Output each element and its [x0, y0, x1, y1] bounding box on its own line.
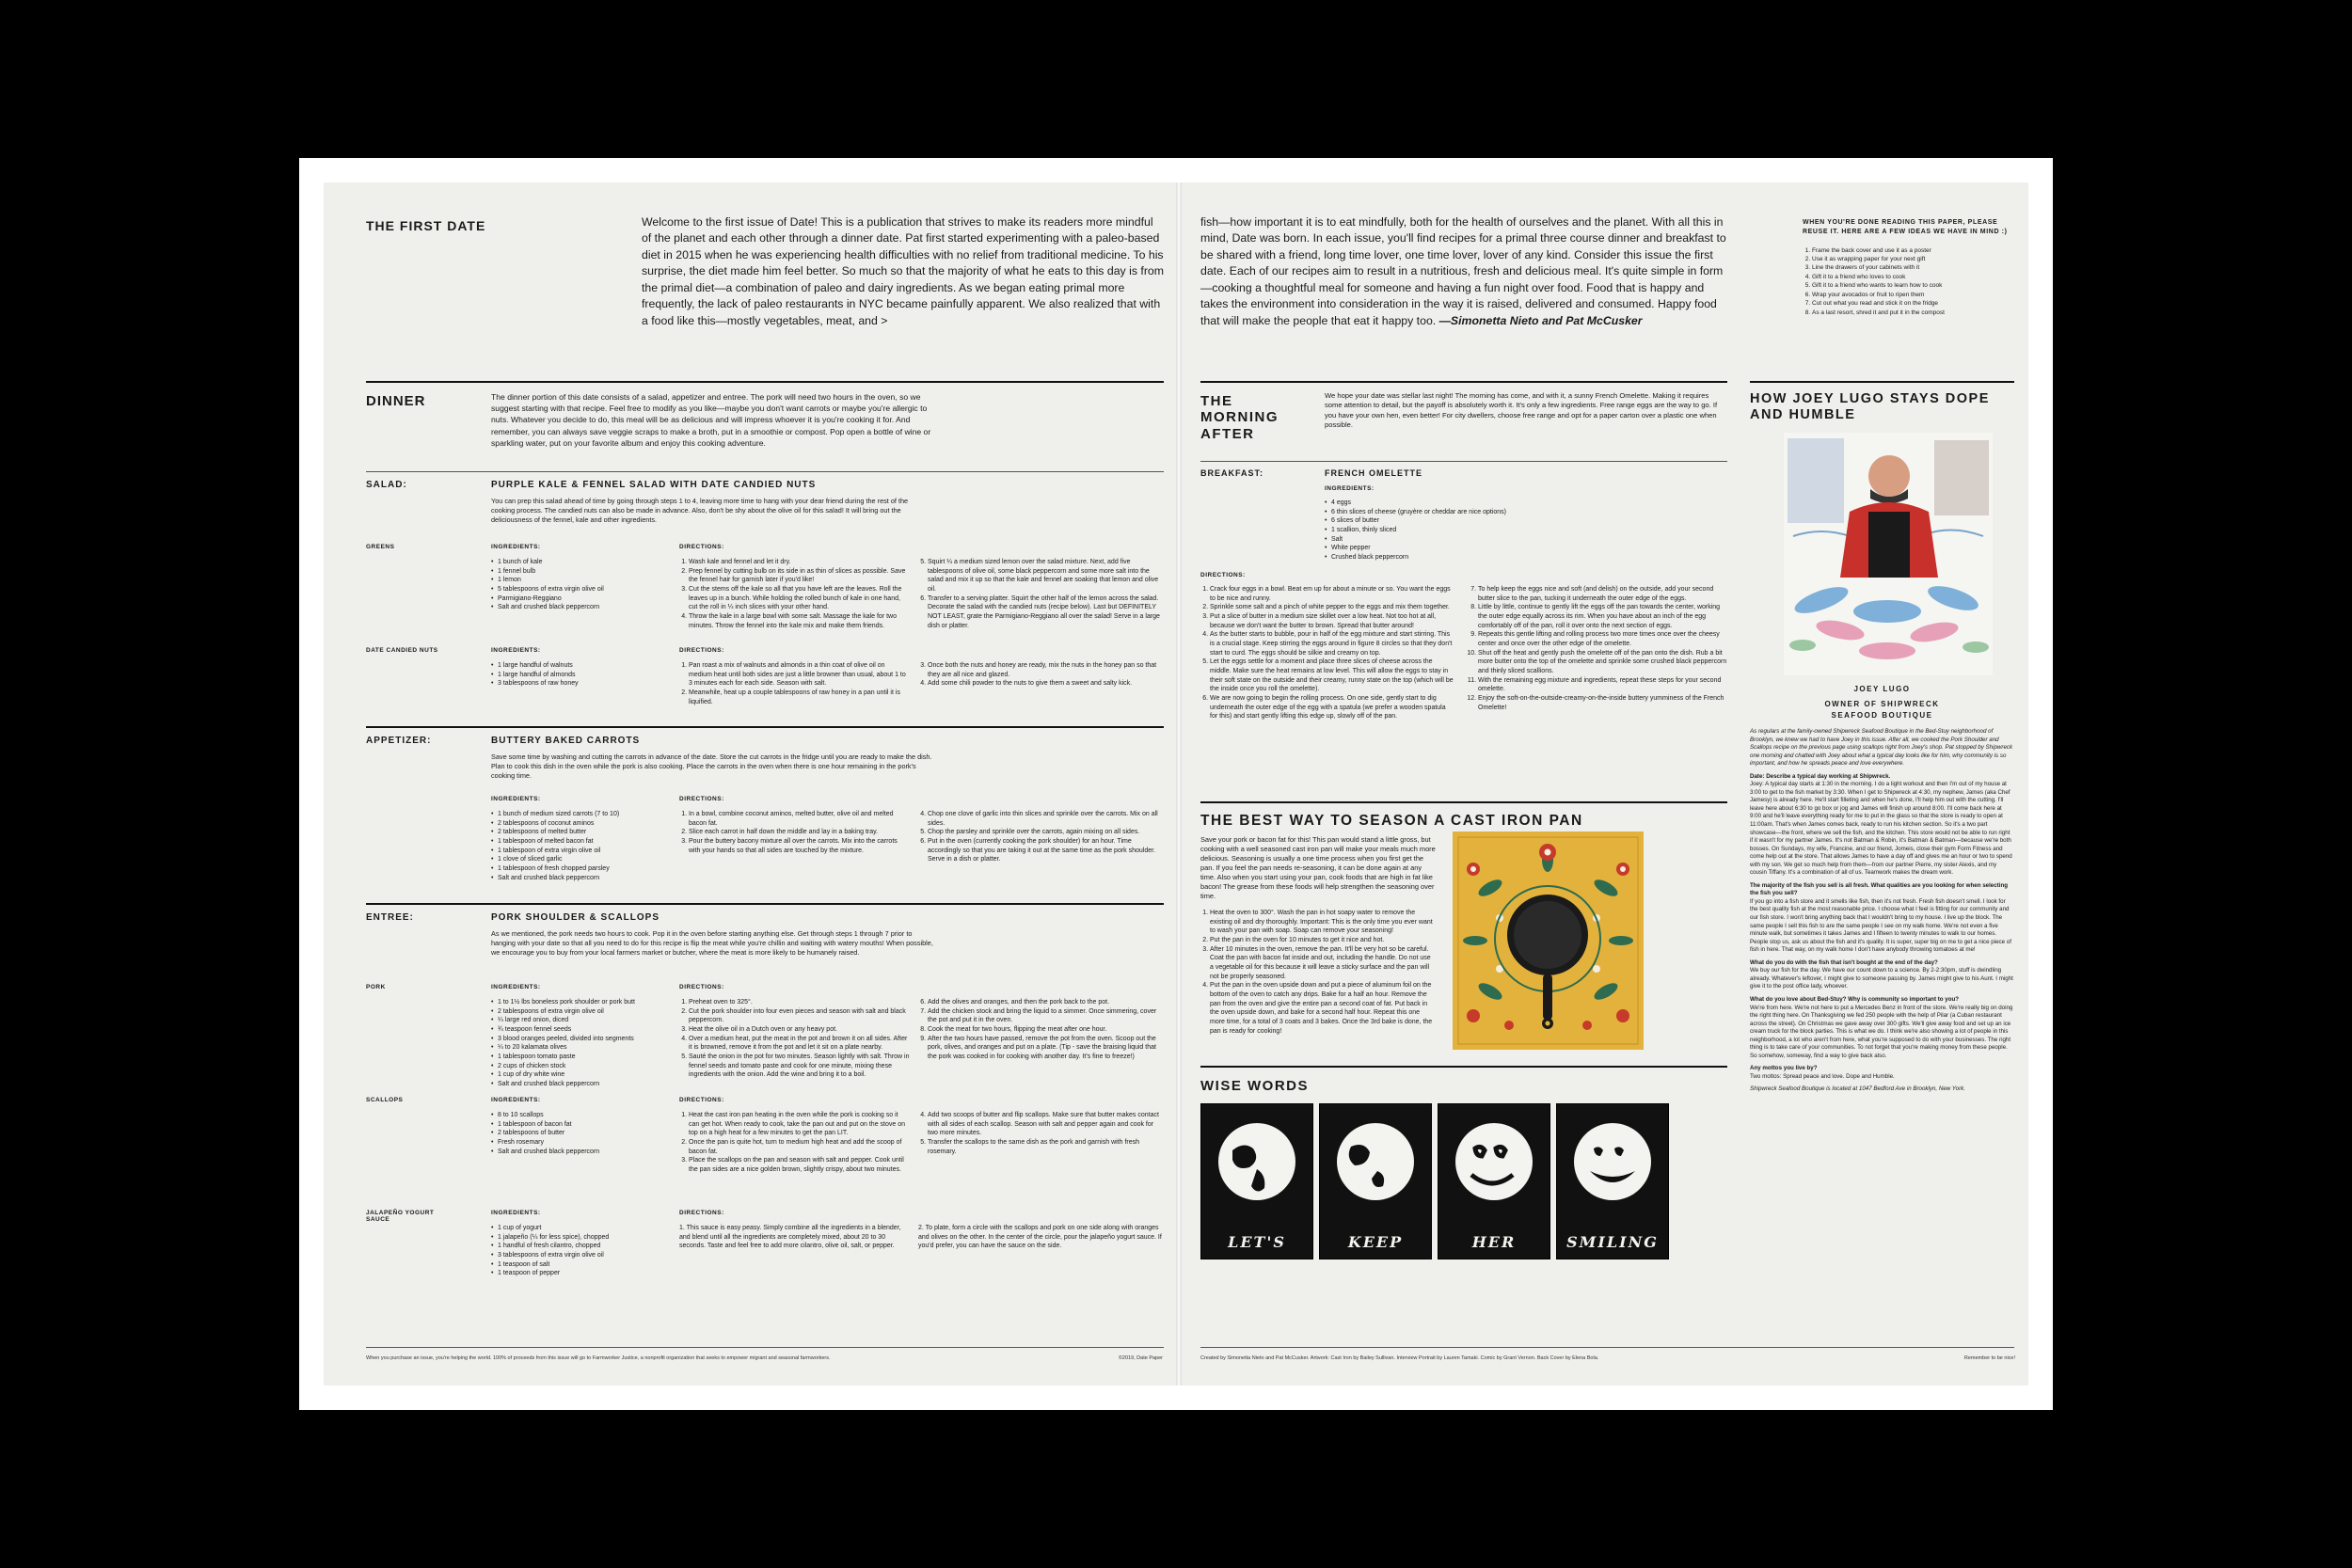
divider — [366, 726, 1164, 728]
direction-step: 3. Put a slice of butter in a medium size skillet over a low heat. Not too hot at all, because we don't want the butter to brown. Spread that butter around! — [1210, 612, 1454, 630]
ingredient-item: • 1 bunch of medium sized carrots (7 to 10) — [491, 810, 675, 819]
scallops-label: SCALLOPS — [366, 1097, 404, 1103]
ingredient-item: • 2 cups of chicken stock — [491, 1062, 675, 1071]
ingredient-item: • 1 handful of fresh cilantro, chopped — [491, 1242, 675, 1251]
direction-step: 5. Transfer the scallops to the same dish as the pork and garnish with fresh rosemary. — [928, 1138, 1163, 1156]
credits: Created by Simonetta Nieto and Pat McCusker. Artwork: Cast Iron by Bailey Sullivan. Interview Portrait by Lauren Tamaki. Comic by Grant Vernon. Back Cover by Elena Bola. — [1200, 1355, 1599, 1361]
comic-word: LET'S — [1228, 1233, 1286, 1251]
ingredients-label: INGREDIENTS: — [491, 647, 541, 654]
divider — [1750, 381, 2014, 383]
interview-question: Date: Describe a typical day working at Shipwreck. — [1750, 772, 1891, 780]
ingredient-item: • 3 tablespoons of extra virgin olive oil — [491, 1251, 675, 1260]
cast-iron-step: 4. Put the pan in the oven upside down and put a piece of aluminum foil on the bottom of the oven to catch any drips. Bake for a half an hour. Remove the pan from the oven and give the entire pan a second coat of fat. Put back in the oven upside down, and bake for a second half hour. Repeat this one more time, for a total of 3 coats and 3 bakes. Once the 3rd bake is done, the pan is ready for cooking! — [1210, 981, 1436, 1036]
ingredient-item: • 1 tablespoon tomato paste — [491, 1053, 675, 1062]
reuse-ideas-list — [1803, 246, 2014, 317]
direction-step: 4. Chop one clove of garlic into thin slices and sprinkle over the carrots. Mix on all sides. — [928, 810, 1163, 828]
direction-step: 5. Chop the parsley and sprinkle over the carrots, again mixing on all sides. — [928, 828, 1163, 837]
reuse-idea: 8. As a last resort, shred it and put it in the compost — [1812, 309, 2014, 317]
pork-ingredients — [491, 998, 675, 1089]
divider — [1200, 1066, 1727, 1068]
direction-step: 2. Prep fennel by cutting bulb on its side in as thin of slices as possible. Save the fennel hair for garnish later if you'd like! — [689, 567, 910, 585]
direction-step: 6. Put in the oven (currently cooking the pork shoulder) for an hour. Time accordingly so that you are taking it out at the same time as the pork shoulder. Serve in a dish or platter. — [928, 837, 1163, 864]
divider — [1200, 461, 1727, 462]
reuse-idea: 3. Line the drawers of your cabinets with it — [1812, 263, 2014, 272]
divider — [366, 471, 1164, 472]
cast-iron-step: 2. Put the pan in the oven for 10 minutes to get it nice and hot. — [1210, 936, 1436, 945]
directions-label: DIRECTIONS: — [679, 1097, 724, 1103]
left-page — [324, 182, 1176, 1386]
direction-step: 3. Place the scallops on the pan and season with salt and pepper. Cook until the pan sides are a nice golden brown, slightly crispy, about two minutes. — [689, 1156, 910, 1174]
ingredient-item: • 1 tablespoon of fresh chopped parsley — [491, 864, 675, 874]
direction-step: 1. Wash kale and fennel and let it dry. — [689, 558, 910, 567]
direction-step: 6. We are now going to begin the rolling process. On one side, gently start to dig underneath the outer edge of the egg with a spatula (we prefer a wooden spatula for this) and start gently lifting this edge up, slowly off of the pan. — [1210, 694, 1454, 721]
ingredient-item: • ¾ teaspoon fennel seeds — [491, 1025, 675, 1035]
ingredient-item: • 3 tablespoons of raw honey — [491, 679, 670, 689]
ingredient-item: • 2 tablespoons of coconut aminos — [491, 819, 675, 829]
comic-word: HER — [1471, 1233, 1517, 1251]
ingredient-item: • Crushed black peppercorn — [1325, 553, 1569, 562]
ingredient-item: • 1 lemon — [491, 576, 670, 585]
footer-left-text: When you purchase an issue, you're helping the world. 100% of proceeds from this issue will go to Farmworker Justice, a nonprofit organization that seeks to empower migrant and seasonal farmworkers. — [366, 1355, 831, 1361]
entree-title: PORK SHOULDER & SCALLOPS — [491, 912, 660, 923]
cast-iron-steps — [1200, 909, 1436, 1036]
ingredient-item: • ¼ to 20 kalamata olives — [491, 1043, 675, 1053]
reuse-idea: 5. Gift it to a friend who wants to learn how to cook — [1812, 281, 2014, 290]
ingredient-item: • 5 tablespoons of extra virgin olive oil — [491, 585, 670, 594]
divider — [1200, 801, 1727, 803]
interview-answer: If you go into a fish store and it smells like fish, then it's not fresh. Fresh fish doesn't smell. I look for the best quality fish at the most reasonable price. I choose what I feel is fitting for our community and our fish store. I won't bring anything back that I wouldn't bring to my house. I live up the block. The same people I sell this fish to are the same people I see on my walk home. We're not even a five minute walk, but sometimes it takes James and I fifteen to twenty minutes to walk to our homes. People stop us, ask us about the fish and it's quality. It is super, super big on me to get a nice piece of fish in here. That way, on my walk home I don't have anybody throwing tomatoes at me! — [1750, 897, 2011, 954]
direction-step: 10. Shut off the heat and gently push the omelette off of the pan onto the dish. Rub a bit more butter onto the top of the omelette and sprinkle some crushed black peppercorn and thinly sliced scallions. — [1478, 649, 1727, 676]
entree-intro: As we mentioned, the pork needs two hours to cook. Pop it in the oven before starting anything else. Get through steps 1 through 7 prior to hanging with your date so that all you need to do for this recipe is flip the meat while you're chillin and waiting with watery mouths! When possible, we encourage you to buy from your local farmers market or butcher, where the meat is more likely to be humanely raised. — [491, 929, 933, 957]
reuse-idea: 4. Gift it to a friend who loves to cook — [1812, 273, 2014, 281]
footer-note: Remember to be nice! — [1963, 1355, 2015, 1361]
scallops-directions-a — [679, 1111, 910, 1175]
ingredient-item: • ¼ large red onion, diced — [491, 1016, 675, 1025]
omelette-directions-b — [1469, 585, 1727, 712]
portrait-illustration-icon — [1784, 433, 1993, 675]
direction-step: 8. Cook the meat for two hours, flipping the meat after one hour. — [928, 1025, 1163, 1035]
pork-directions-a — [679, 998, 910, 1080]
direction-step: 4. Add two scoops of butter and flip scallops. Make sure that butter makes contact with all sides of each scallop. Season with salt and pepper again and cook for two more minutes. — [928, 1111, 1163, 1138]
ingredient-item: • 1 fennel bulb — [491, 567, 670, 577]
ingredient-item: • 2 tablespoons of melted butter — [491, 828, 675, 837]
direction-step: 9. After the two hours have passed, remove the pot from the oven. Scoop out the pork, olives, and oranges and put on a plate. (Tip - save the braising liquid that the pork was cooked in for cooking with another day. It's fine to freeze!) — [928, 1035, 1163, 1062]
omelette-ingredients — [1325, 499, 1569, 562]
direction-step: 2. Slice each carrot in half down the middle and lay in a baking tray. — [689, 828, 910, 837]
scallops-directions-b — [918, 1111, 1163, 1156]
appetizer-directions-b — [918, 810, 1163, 864]
joey-title: HOW JOEY LUGO STAYS DOPE AND HUMBLE — [1750, 391, 1990, 422]
sauce-ingredients — [491, 1224, 675, 1278]
ingredient-item: • 1 tablespoon of melted bacon fat — [491, 837, 675, 847]
morning-body: We hope your date was stellar last night! The morning has come, and with it, a sunny French Omelette. Making it requires some attention to detail, but the payoff is absolutely worth it. It's only a few ingredients. Free range eggs are the way to go. If you have your own hen, even better! For city dwellers, choose free range and opt for a paper carton over a plastic one when possible. — [1325, 391, 1718, 429]
direction-step: 4. Throw the kale in a large bowl with some salt. Massage the kale for two minutes. Throw the fennel into the kale mix and make them friends. — [689, 612, 910, 630]
direction-step: 4. Over a medium heat, put the meat in the pot and brown it on all sides. After it is browned, remove it from the pot and let it sit on a plate nearby. — [689, 1035, 910, 1053]
joey-portrait — [1784, 433, 1993, 675]
ingredient-item: • 1 tablespoon of extra virgin olive oil — [491, 847, 675, 856]
direction-step: 1. Pan roast a mix of walnuts and almonds in a thin coat of olive oil on medium heat until both sides are just a little browner than usual, about 1 to 3 minutes each for each side. Season with salt. — [689, 661, 910, 689]
nuts-ingredients — [491, 661, 670, 689]
ingredient-item: • 2 tablespoons of butter — [491, 1129, 675, 1138]
direction-step: 1. In a bowl, combine coconut aminos, melted butter, olive oil and melted bacon fat. — [689, 810, 910, 828]
sauce-label: JALAPEÑO YOGURT SAUCE — [366, 1210, 435, 1223]
cast-iron-intro: Save your pork or bacon fat for this! This pan would stand a little gross, but cooking with a well seasoned cast iron pan will make your meals much more delicious. Seasoning is usually a one time process when you first get the pan. If you feel the pan needs re-seasoning, it can be done again at any time. Also when you start using your pan, cook foods that are high in fat like bacon! The grease from these foods will help strengthen the seasoning over time. — [1200, 835, 1436, 901]
directions-label: DIRECTIONS: — [1200, 572, 1246, 578]
direction-step: 8. Little by little, continue to gently lift the eggs off the pan towards the center, working the outer edge equally across its rim. When you have about an inch of the egg comfortably off of the pan, roll it over onto the next section of eggs. — [1478, 603, 1727, 630]
direction-step: 4. As the butter starts to bubble, pour in half of the egg mixture and start stirring. This is a crucial stage. Keep stirring the eggs around in figure 8 circles so that they don't start to curd. The eggs should be silkie and creamy on top. — [1210, 630, 1454, 657]
reuse-idea: 1. Frame the back cover and use it as a poster — [1812, 246, 2014, 255]
ingredient-item: • 1 cup of yogurt — [491, 1224, 675, 1233]
scallops-ingredients — [491, 1111, 675, 1156]
copyright: ©2019, Date Paper — [1118, 1355, 1163, 1361]
direction-step: 1. Crack four eggs in a bowl. Beat em up for about a minute or so. You want the eggs to be nice and runny. — [1210, 585, 1454, 603]
directions-label: DIRECTIONS: — [679, 984, 724, 990]
ingredient-item: • Parmigiano-Reggiano — [491, 594, 670, 604]
divider — [366, 903, 1164, 905]
cast-iron-title: THE BEST WAY TO SEASON A CAST IRON PAN — [1200, 813, 1583, 829]
direction-step: 2. Cut the pork shoulder into four even pieces and season with salt and black peppercorn. — [689, 1007, 910, 1025]
ingredient-item: • Salt and crushed black peppercorn — [491, 1080, 675, 1089]
reuse-ideas-title: WHEN YOU'RE DONE READING THIS PAPER, PLEASE REUSE IT. HERE ARE A FEW IDEAS WE HAVE IN MIND :) — [1803, 219, 2008, 235]
first-date-title: THE FIRST DATE — [366, 218, 486, 233]
direction-step: 9. Repeats this gentle lifting and rolling process two more times once over the cheesy center and once over the other edge of the omelette. — [1478, 630, 1727, 648]
ingredient-item: • Fresh rosemary — [491, 1138, 675, 1148]
ingredients-label: INGREDIENTS: — [1325, 485, 1375, 492]
interview-answer: Joey: A typical day starts at 1:30 in the morning. I do a light workout and then I'm out of my house at 3:00 to get to the fish market by 3:30. When I get to Shipwreck at 4:30, my nephew, James (aka Chef Jamesy) is already here. He'll start filleting and when he's done, I'll help him out with the cutting. I'll leave here about 6:30 to go box or jog and James will finish up around 8:00. I'll come back here at 9:00 and he'll leave everything ready for me to put in the glass so that the store is ready to open at 11:00am. That's when James comes back, ready to run his kitchen section. So it's a two part showcase—the front, where we sell the fish, and the kitchen. This store would not be able to run right if it wasn't for my partner James. It's not Batman & Robin, it's Batman & Batman—because we're both bosses. On Sundays, my wife, Francine, and our friend, Jomeis, close their gym Form Fitness and come help out at the store. That allows James to have a day off and gives me an hour or two to spend with my son. We get so much help from them—from our partner Pierre, my sister Alexis, and my cousin Tiffany. It's a combination of all of us. Teamwork makes the dream work. — [1750, 781, 2012, 877]
direction-step: 12. Enjoy the soft-on-the-outside-creamy-on-the-inside buttery yumminess of the French Omelette! — [1478, 694, 1727, 712]
direction-step: 5. Let the eggs settle for a moment and place three slices of cheese across the middle. Make sure the heat remains at low level. This will allow the eggs to stay in their soft state on the outside and their creamy, runny state on the top (which will be the inside once you roll the omelette). — [1210, 657, 1454, 694]
ingredient-item: • 1 to 1½ lbs boneless pork shoulder or pork butt — [491, 998, 675, 1007]
direction-step: 4. Add some chili powder to the nuts to give them a sweet and salty kick. — [928, 679, 1163, 689]
ingredient-item: • 6 thin slices of cheese (gruyère or cheddar are nice options) — [1325, 508, 1569, 517]
salad-label: SALAD: — [366, 480, 407, 490]
ingredient-item: • 1 jalapeño (¼ for less spice), chopped — [491, 1233, 675, 1243]
appetizer-directions-a — [679, 810, 910, 855]
appetizer-title: BUTTERY BAKED CARROTS — [491, 736, 641, 746]
breakfast-label: BREAKFAST: — [1200, 468, 1264, 478]
direction-step: 11. With the remaining egg mixture and ingredients, repeat these steps for your second omelette. — [1478, 676, 1727, 694]
ingredient-item: • 1 teaspoon of pepper — [491, 1269, 675, 1278]
greens-ingredients — [491, 558, 670, 612]
direction-step: 3. Pour the buttery bacony mixture all over the carrots. Mix into the carrots with your hands so that all sides are touched by the mixture. — [689, 837, 910, 855]
reuse-idea: 2. Use it as wrapping paper for your next gift — [1812, 255, 2014, 263]
footer-rule — [366, 1347, 1164, 1348]
interview-question: The majority of the fish you sell is all fresh. What qualities are you looking for when selecting the fish you sell? — [1750, 881, 2009, 897]
pork-directions-b — [918, 998, 1163, 1062]
cast-iron-illustration — [1453, 832, 1644, 1050]
newspaper-spread — [299, 158, 2053, 1410]
ingredient-item: • 1 tablespoon of bacon fat — [491, 1120, 675, 1130]
ingredient-item: • 4 eggs — [1325, 499, 1569, 508]
intro-continued: fish—how important it is to eat mindfully, both for the health of ourselves and the planet. With all this in mind, Date was born. In each issue, you'll find recipes for a primal three course dinner and breakfast to be shared with a friend, long time lover, one time lover, lover of any kind. Consider this issue the first date. Each of our recipes aim to result in a nutritious, fresh and delicious meal. It's quite simple in form—cooking a thoughtful meal for someone and having a fun night over food. Food that is happy and takes the environment into consideration in the way it is raised, delivered and consumed. Happy food that will make the people that eat it happy too. —Simonetta Nieto and Pat McCusker — [1200, 215, 1726, 327]
footer-rule — [1200, 1347, 2014, 1348]
nuts-directions-b — [918, 661, 1163, 689]
joey-name: JOEY LUGO — [1853, 685, 1911, 693]
divider — [1200, 381, 1727, 383]
interview-question: What do you do with the fish that isn't bought at the end of the day? — [1750, 958, 1938, 966]
joey-role: OWNER OF SHIPWRECK SEAFOOD BOUTIQUE — [1824, 700, 1940, 720]
dinner-title: DINNER — [366, 393, 426, 409]
appetizer-intro: Save some time by washing and cutting the carrots in advance of the date. Store the cut carrots in the fridge until you are ready to make the dish. Plan to cook this dish in the oven while the pork is also cooking. Place the carrots in the oven when there is one hour remaining in the pork's cooking time. — [491, 752, 932, 780]
morning-title: THE MORNING AFTER — [1200, 393, 1279, 442]
pork-label: PORK — [366, 984, 386, 990]
ingredient-item: • 1 large handful of almonds — [491, 671, 670, 680]
appetizer-label: APPETIZER: — [366, 736, 432, 746]
ingredient-item: • Salt and crushed black peppercorn — [491, 1148, 675, 1157]
ingredients-label: INGREDIENTS: — [491, 1210, 541, 1216]
omelette-title: FRENCH OMELETTE — [1325, 468, 1422, 478]
ingredient-item: • 1 large handful of walnuts — [491, 661, 670, 671]
greens-label: GREENS — [366, 544, 395, 550]
reuse-idea: 7. Cut out what you read and stick it on the fridge — [1812, 299, 2014, 308]
interview-answer: Two mottos: Spread peace and love. Dope and Humble. — [1750, 1072, 1895, 1080]
direction-step: 6. Add the olives and oranges, and then the pork back to the pot. — [928, 998, 1163, 1007]
direction-step: 3. Cut the stems off the kale so all that you have left are the leaves. Roll the leaves up in a bunch. While holding the rolled bunch of kale in one hand, cut the roll in ¼ inch slices with your other hand. — [689, 585, 910, 612]
ingredient-item: • 1 clove of sliced garlic — [491, 855, 675, 864]
shop-address: Shipwreck Seafood Boutique is located at 1047 Bedford Ave in Brooklyn, New York. — [1750, 1085, 1965, 1093]
sauce-directions-a: 1. This sauce is easy peasy. Simply combine all the ingredients in a blender, and blend until all the ingredients are completely mixed, about 20 to 30 seconds. Taste and feel free to add more cilantro, olive oil, salt, or pepper. — [679, 1225, 901, 1250]
greens-directions-a — [679, 558, 910, 630]
interview-question: Any mottos you live by? — [1750, 1065, 1818, 1072]
ingredient-item: • 2 tablespoons of extra virgin olive oil — [491, 1007, 675, 1017]
comic-word: SMILING — [1566, 1233, 1659, 1251]
ingredients-label: INGREDIENTS: — [491, 796, 541, 802]
directions-label: DIRECTIONS: — [679, 796, 724, 802]
continents-icon — [1200, 1103, 1675, 1263]
comic-strip — [1200, 1103, 1680, 1263]
omelette-directions-a — [1200, 585, 1454, 721]
nuts-directions-a — [679, 661, 910, 706]
ingredients-label: INGREDIENTS: — [491, 984, 541, 990]
ingredient-item: • Salt and crushed black peppercorn — [491, 874, 675, 883]
ingredient-item: • Salt and crushed black peppercorn — [491, 603, 670, 612]
direction-step: 1. Preheat oven to 325°. — [689, 998, 910, 1007]
nuts-label: DATE CANDIED NUTS — [366, 647, 438, 654]
appetizer-ingredients — [491, 810, 675, 882]
cast-iron-pan-icon — [1453, 832, 1644, 1050]
direction-step: 2. Meanwhile, heat up a couple tablespoons of raw honey in a pan until it is liquified. — [689, 689, 910, 706]
direction-step: 3. Heat the olive oil in a Dutch oven or any heavy pot. — [689, 1025, 910, 1035]
direction-step: 3. Once both the nuts and honey are ready, mix the nuts in the honey pan so that they are all nice and glazed. — [928, 661, 1163, 679]
direction-step: 1. Heat the cast iron pan heating in the oven while the pork is cooking so it can get hot. When ready to cook, take the pan out and put on the stove on top on a high heat for a few minutes to get the pan LIT. — [689, 1111, 910, 1138]
ingredients-label: INGREDIENTS: — [491, 544, 541, 550]
dinner-body: The dinner portion of this date consists of a salad, appetizer and entree. The pork will need two hours in the oven, so we suggest starting with that recipe. Feel free to modify as you like—maybe you don't want carrots or maybe you're allergic to nuts. Whatever you decide to do, this meal will be as delicious and will impress whoever it is you're cooking it for. And remember, you can always save veggie scraps to make a broth, put in a smoothie or compost. Pop open a bottle of wine or sparkling water, put on your favorite album and enjoy this cooking adventure. — [491, 392, 931, 448]
salad-intro: You can prep this salad ahead of time by going through steps 1 to 4, leaving more time to hang with your dear friend during the rest of the cooking process. The candied nuts can also be made in advance. Also, don't be shy about the olive oil for this salad! It will bring out the deliciousness of the fennel, kale and other ingredients. — [491, 497, 909, 524]
direction-step: 5. Squirt ¼ a medium sized lemon over the salad mixture. Next, add five tablespoons of olive oil, some black peppercorn and some more salt into the salad and mix it up so that the kale and fennel are soaking that lemon and olive oil. — [928, 558, 1163, 594]
direction-step: 7. Add the chicken stock and bring the liquid to a simmer. Once simmering, cover the pot and put it in the oven. — [928, 1007, 1163, 1025]
interview-intro: As regulars at the family-owned Shipwreck Seafood Boutique in the Bed-Stuy neighborhood of Brooklyn, we knew we had to have Joey in this issue. After all, we cooked the Pork Shoulder and Scallops recipe on the previous page using scallops right from Joey's shop. Pat stopped by Shipwreck one morning and chatted with Joey about what a typical day looks like for him, why community is so important, and how he spreads peace and love everywhere. — [1750, 728, 2013, 768]
salad-title: PURPLE KALE & FENNEL SALAD WITH DATE CANDIED NUTS — [491, 480, 817, 490]
ingredient-item: • 1 bunch of kale — [491, 558, 670, 567]
signature: —Simonetta Nieto and Pat McCusker — [1438, 313, 1643, 327]
comic-word: KEEP — [1347, 1233, 1404, 1251]
wise-words-title: WISE WORDS — [1200, 1078, 1309, 1094]
ingredient-item: • Salt — [1325, 535, 1569, 545]
ingredient-item: • 1 cup of dry white wine — [491, 1070, 675, 1080]
direction-step: 5. Sauté the onion in the pot for two minutes. Season lightly with salt. Throw in fennel seeds and tomato paste and cook for one minute, mixing these ingredients with the onion. Add the wine and bring it to a boil. — [689, 1053, 910, 1080]
right-page — [1182, 182, 2028, 1386]
ingredient-item: • 1 scallion, thinly sliced — [1325, 526, 1569, 535]
cast-iron-step: 3. After 10 minutes in the oven, remove the pan. It'll be very hot so be careful. Coat the pan with bacon fat inside and out, including the handle. Do not use a vegetable oil for this because it will leave a sticky surface and the pan will not be properly seasoned. — [1210, 945, 1436, 982]
greens-directions-b — [918, 558, 1163, 630]
joey-caption — [1750, 685, 2014, 721]
interview-question: What do you love about Bed-Stuy? Why is community so important to you? — [1750, 995, 1960, 1003]
direction-step: 2. Sprinkle some salt and a pinch of white pepper to the eggs and mix them together. — [1210, 603, 1454, 612]
ingredient-item: • 6 slices of butter — [1325, 516, 1569, 526]
directions-label: DIRECTIONS: — [679, 544, 724, 550]
cast-iron-step: 1. Heat the oven to 300°. Wash the pan in hot soapy water to remove the existing oil and dry thoroughly. Important: This is the only time you ever want to wash your pan with soap. Soap can remove your seasoning! — [1210, 909, 1436, 936]
interview-answer: We're from here. We're not here to put a Mercedes Benz in front of the store. We're really big on doing the right thing here. On Thanksgiving we fed 250 people with the help of Pilar (a Cuban restaurant across the street). On Christmas we gave away over 300 gifts. We'll give away food and set up an ice cream truck for the block parties. This is what we do. I think we're also showing a lot of people in this neighborhood, a lot who aren't from here, what you're supposed to do with your businesses. The right thing is to take care of your communities. To not forget that you're making money from these people. So somehow, someway, find a way to give back also. — [1750, 1004, 2013, 1059]
divider — [366, 381, 1164, 383]
directions-label: DIRECTIONS: — [679, 647, 724, 654]
direction-step: 6. Transfer to a serving platter. Squirt the other half of the lemon across the salad. Decorate the salad with the candied nuts (recipe below). Last but DEFINITELY NOT LEAST, grate the Parmigiano-Reggiano all over the salad! Serve in a large dish or platter. — [928, 594, 1163, 631]
entree-label: ENTREE: — [366, 912, 414, 923]
reuse-idea: 6. Wrap your avocados or fruit to ripen them — [1812, 291, 2014, 299]
ingredient-item: • 8 to 10 scallops — [491, 1111, 675, 1120]
reuse-ideas — [1803, 218, 2014, 317]
direction-step: 7. To help keep the eggs nice and soft (and delish) on the outside, add your second butter slice to the pan, tucking it underneath the outer edge of the eggs. — [1478, 585, 1727, 603]
direction-step: 2. Once the pan is quite hot, turn to medium high heat and add the scoop of bacon fat. — [689, 1138, 910, 1156]
joey-interview — [1750, 728, 2014, 1094]
interview-answer: We buy our fish for the day. We have our count down to a science. By 2-2:30pm, stuff is dwindling already. Whatever's leftover, I might give to someone passing by. James might give to his Aunt. I might give it to the post office lady, whoever. — [1750, 967, 2013, 990]
directions-label: DIRECTIONS: — [679, 1210, 724, 1216]
first-date-body: Welcome to the first issue of Date! This is a publication that strives to make its readers more mindful of the planet and each other through a dinner date. Pat first started experimenting with a paleo-based diet in 2015 when he was experiencing health difficulties with no relief from traditional medicine. To his surprise, the diet made him feel better. So much so that the majority of what he eats to this day is from the primal diet—a combination of paleo and dairy ingredients. As we began eating primal more frequently, the lack of paleo restaurants in NYC became painfully apparent. We also realized that with a food like this—mostly vegetables, meat, and > — [642, 215, 1164, 327]
ingredient-item: • 3 blood oranges peeled, divided into segments — [491, 1035, 675, 1044]
ingredient-item: • 1 teaspoon of salt — [491, 1260, 675, 1270]
sauce-directions-b: 2. To plate, form a circle with the scallops and pork on one side along with oranges and olives on the other. In the center of the circle, pour the jalapeño yogurt sauce. If you'd prefer, you can have the sauce on the side. — [918, 1225, 1162, 1250]
ingredients-label: INGREDIENTS: — [491, 1097, 541, 1103]
ingredient-item: • White pepper — [1325, 544, 1569, 553]
